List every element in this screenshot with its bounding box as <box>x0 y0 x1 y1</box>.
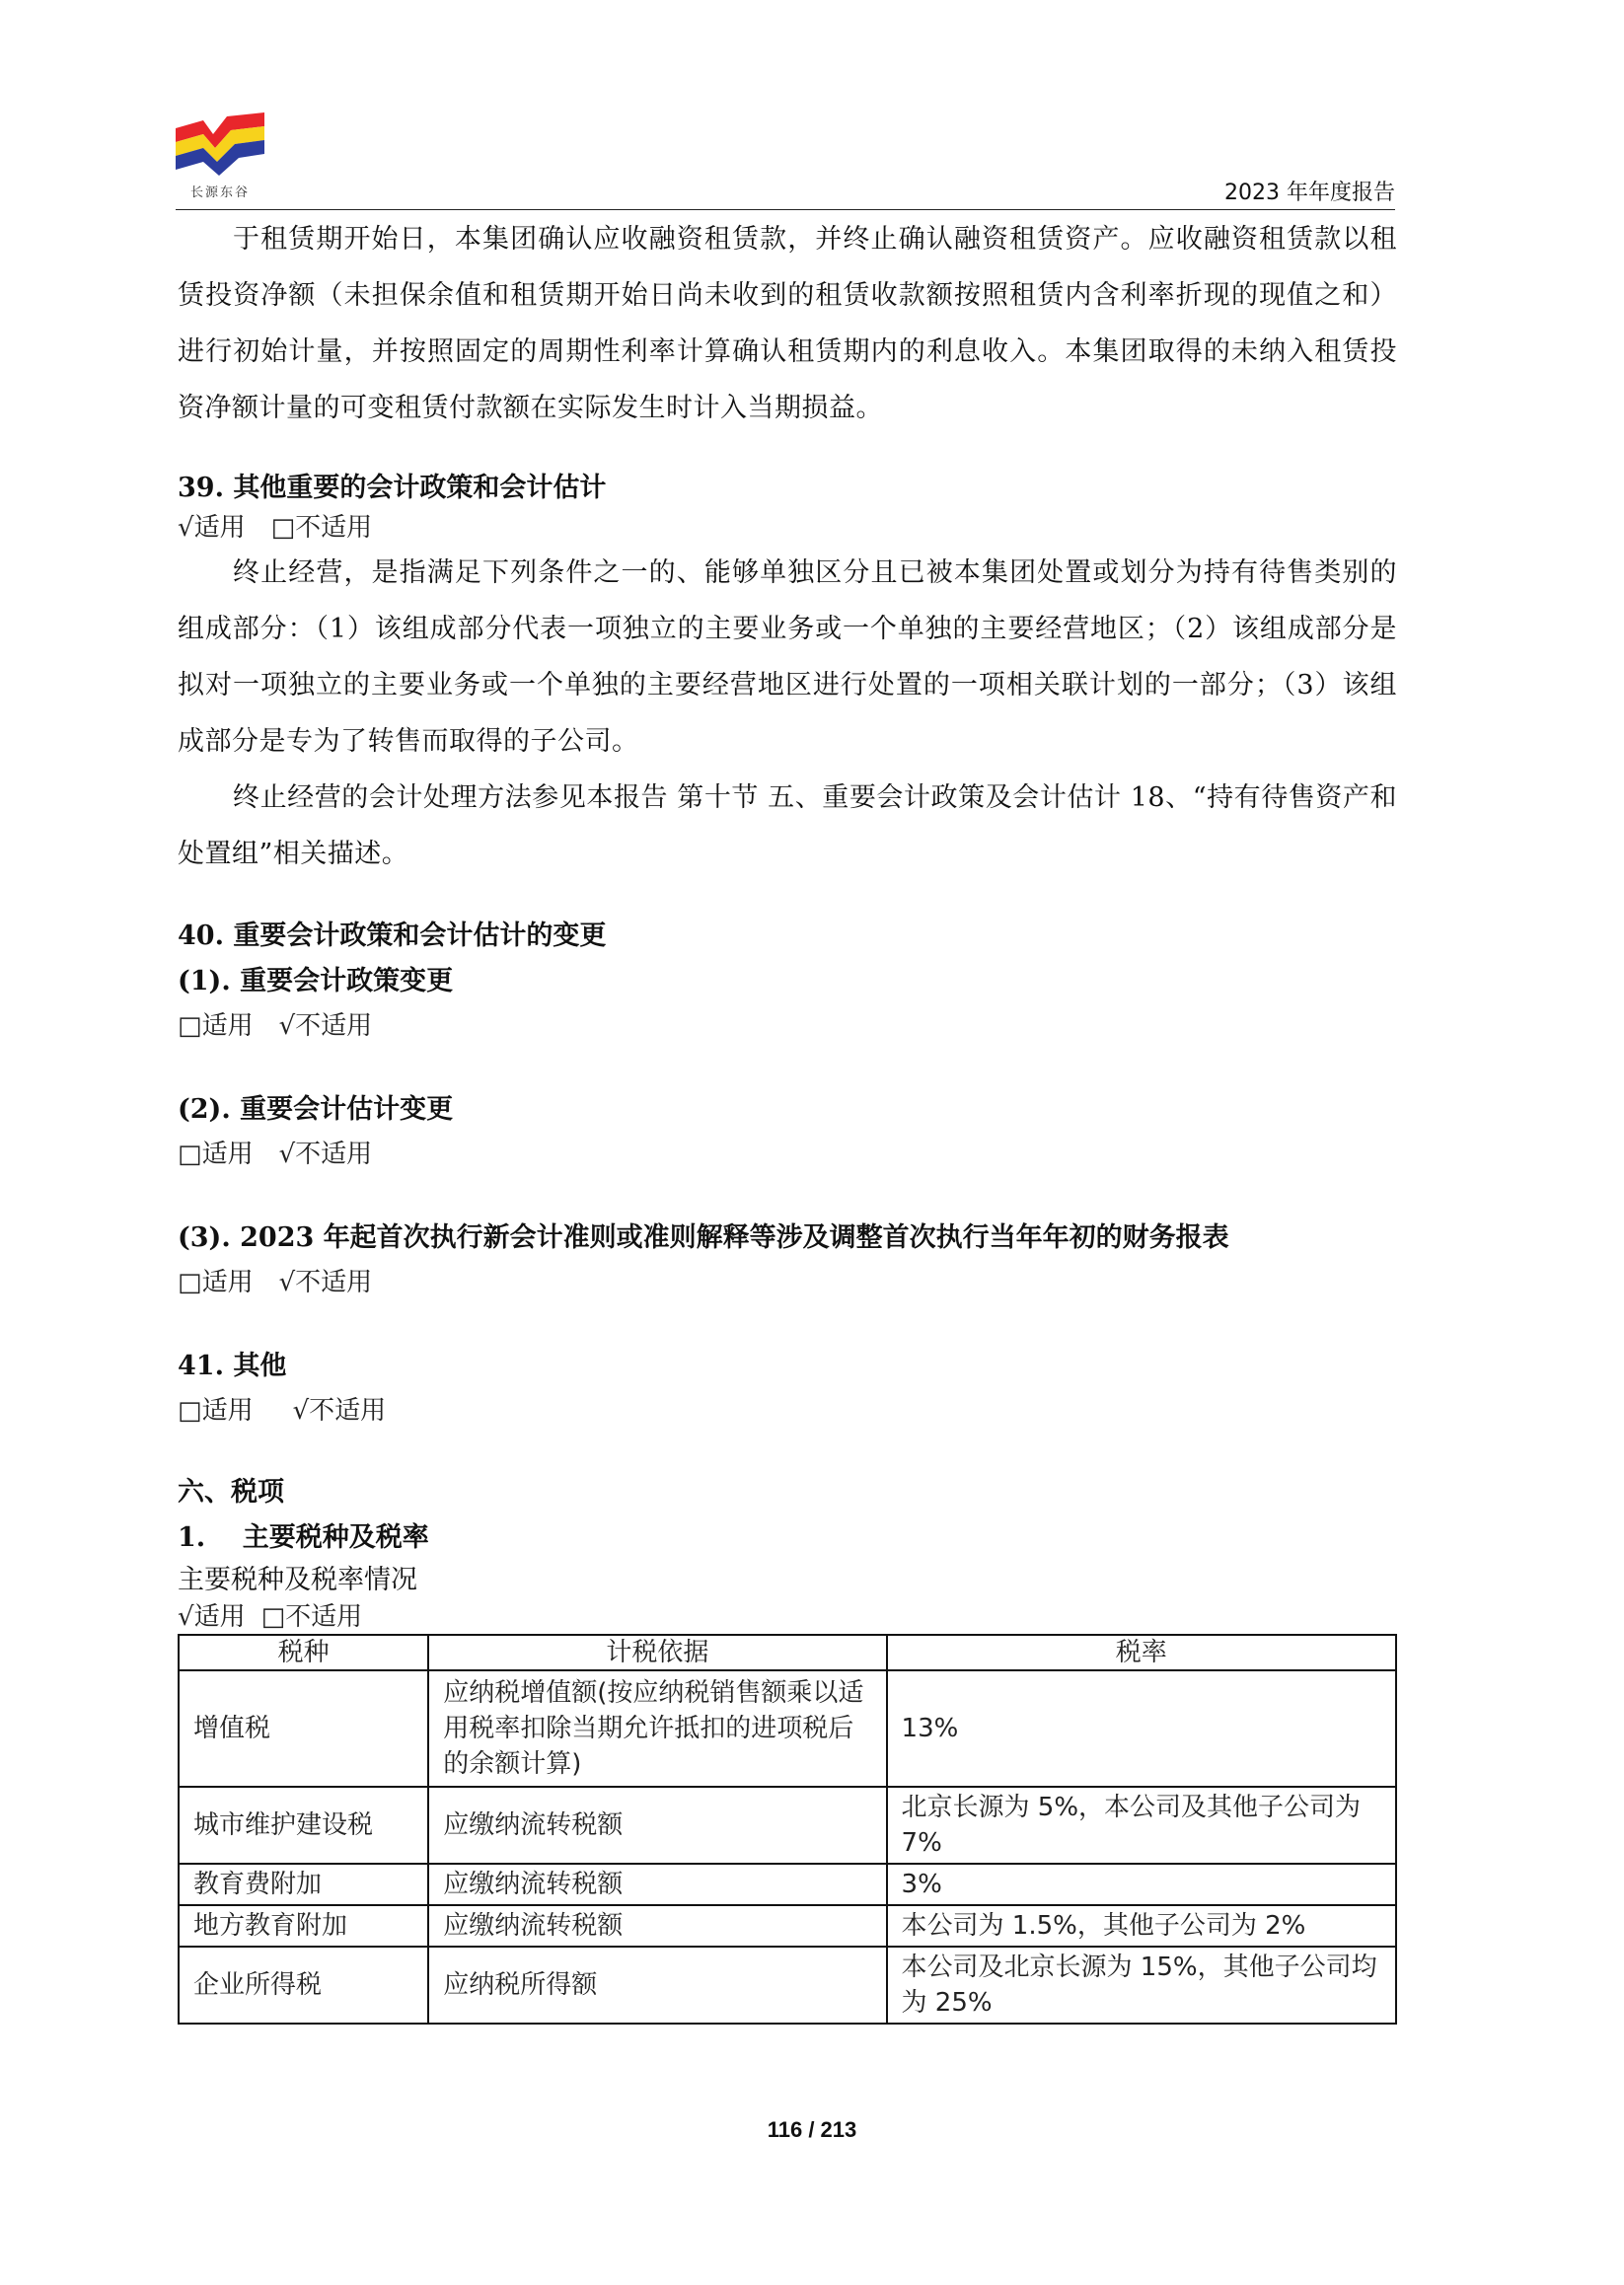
table-cell: 增值税 <box>179 1670 428 1787</box>
section-40-2-check <box>178 1133 1397 1176</box>
applicable-option: □适用 <box>178 1140 254 1169</box>
table-row <box>179 1947 1396 2024</box>
section-41-check <box>178 1389 1397 1433</box>
section-39-title: 39. 其他重要的会计政策和会计估计 <box>178 473 607 503</box>
report-title: 2023 年年度报告 <box>1224 181 1395 205</box>
applicable-option: □适用 <box>178 1268 254 1297</box>
table-cell: 地方教育附加 <box>179 1905 428 1947</box>
table-cell: 应缴纳流转税额 <box>428 1864 886 1905</box>
table-header: 税率 <box>887 1635 1396 1670</box>
not-applicable-option: √不适用 <box>278 1268 373 1297</box>
section-40-1-title: (1). 重要会计政策变更 <box>178 966 454 996</box>
table-cell: 应缴纳流转税额 <box>428 1787 886 1864</box>
section-39-check <box>178 511 1397 545</box>
section-40-1-check <box>178 1004 1397 1048</box>
logo-icon <box>176 111 264 180</box>
not-applicable-option: √不适用 <box>278 1140 373 1169</box>
table-cell: 本公司及北京长源为 15%，其他子公司均为 25% <box>887 1947 1396 2024</box>
table-cell: 本公司为 1.5%，其他子公司为 2% <box>887 1905 1396 1947</box>
company-logo <box>176 111 264 201</box>
table-header-row <box>179 1635 1396 1670</box>
applicable-option: √适用 <box>178 513 246 543</box>
table-cell: 教育费附加 <box>179 1864 428 1905</box>
tax-rate-table <box>178 1634 1397 2025</box>
table-cell: 城市维护建设税 <box>179 1787 428 1864</box>
table-row <box>179 1905 1396 1947</box>
page-number: 116 / 213 <box>767 2117 857 2142</box>
table-header: 税种 <box>179 1635 428 1670</box>
table-cell: 北京长源为 5%，本公司及其他子公司为 7% <box>887 1787 1396 1864</box>
table-cell: 企业所得税 <box>179 1947 428 2024</box>
main-content <box>178 207 1397 2025</box>
section-40-title: 40. 重要会计政策和会计估计的变更 <box>178 921 607 951</box>
table-row <box>179 1787 1396 1864</box>
not-applicable-option: □不适用 <box>260 1602 363 1632</box>
table-row <box>179 1864 1396 1905</box>
applicable-option: √适用 <box>178 1602 246 1632</box>
tax-check <box>178 1600 1397 1634</box>
table-header: 计税依据 <box>428 1635 886 1670</box>
tax-caption: 主要税种及税率情况 <box>178 1565 417 1595</box>
tax-subsection-title: 1. 主要税种及税率 <box>178 1522 429 1553</box>
table-row <box>179 1670 1396 1787</box>
table-cell: 应纳税增值额(按应纳税销售额乘以适用税率扣除当期允许抵扣的进项税后的余额计算) <box>428 1670 886 1787</box>
table-cell: 应缴纳流转税额 <box>428 1905 886 1947</box>
section-40-3-check <box>178 1261 1397 1304</box>
not-applicable-option: √不适用 <box>278 1011 373 1041</box>
section-39-paragraph-2: 终止经营的会计处理方法参见本报告 第十节 五、重要会计政策及会计估计 18、“持有待售资产和处置组”相关描述。 <box>178 782 1397 869</box>
intro-paragraph: 于租赁期开始日，本集团确认应收融资租赁款，并终止确认融资租赁资产。应收融资租赁款以租赁投资净额（未担保余值和租赁期开始日尚未收到的租赁收款额按照租赁内含利率折现的现值之和）进行初始计量，并按照固定的周期性利率计算确认租赁期内的利息收入。本集团取得的未纳入租赁投资净额计量的可变租赁付款额在实际发生时计入当期损益。 <box>178 224 1397 423</box>
section-40-3-title: (3). 2023 年起首次执行新会计准则或准则解释等涉及调整首次执行当年年初的财务报表 <box>178 1222 1229 1253</box>
section-41-title: 41. 其他 <box>178 1351 287 1381</box>
section-39-paragraph-1: 终止经营，是指满足下列条件之一的、能够单独区分且已被本集团处置或划分为持有待售类别的组成部分：（1）该组成部分代表一项独立的主要业务或一个单独的主要经营地区；（2）该组成部分是拟对一项独立的主要业务或一个单独的主要经营地区进行处置的一项相关联计划的一部分；（3）该组成部分是专为了转售而取得的子公司。 <box>178 557 1397 757</box>
not-applicable-option: □不适用 <box>270 513 373 543</box>
applicable-option: □适用 <box>178 1011 254 1041</box>
table-cell: 应纳税所得额 <box>428 1947 886 2024</box>
tax-section-title: 六、税项 <box>178 1477 284 1508</box>
logo-text: 长源东谷 <box>189 185 250 200</box>
table-cell: 13% <box>887 1670 1396 1787</box>
table-cell: 3% <box>887 1864 1396 1905</box>
applicable-option: □适用 <box>178 1396 254 1426</box>
section-40-2-title: (2). 重要会计估计变更 <box>178 1094 454 1125</box>
not-applicable-option: √不适用 <box>292 1396 387 1426</box>
